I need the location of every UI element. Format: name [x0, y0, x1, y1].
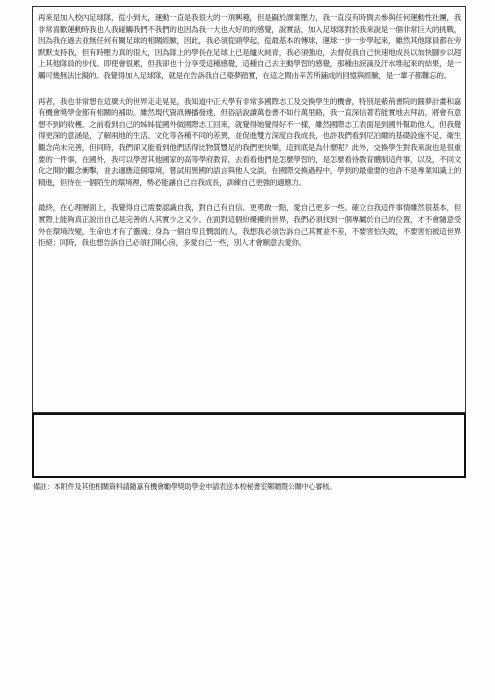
- essay-paragraph-3: 最終，在心理層面上，我覺得自己需要認識自我，對自己有自信、更勇敢一點，愛自己更多一些。確立自我這件事情雖然很基本，但實際上能夠真正說出自己是完善的人其實少之又少。在面對這個紛擾擾的世界，我們必須找到一個專屬於自己的位置，才不會隨意受外在環境改變，生命也才有了靈魂；身為一個自卑且憫弱的人，我想我必須告訴自己其實並不差，不要害怕失敗，不要害怕被這世界拒絕；同時，我也想告訴自己必須打開心房，多愛自己一些，別人才會願意去愛你。: [38, 203, 461, 248]
- essay-paragraph-1: 再來是加入校內足球隊，從小到大，運動一直是我很大的一項興趣，但是礙於課業壓力，我一直沒有時間去參與任何運動性社團，我非常喜歡運動時我也人我碰觸我們不我們的也因為我一大也大好的的感覺，說實話，加入足球隊對於我來說是一個非常巨大的挑戰，因為我在過去並無任何有關足球的相關經驗，因此，我必須從頭學起，從最基本的傳球，運球一步一步學起來，雖然其他隊員都在旁默默支持我，但有時壓力真的很大，因為隊上的學長在足球上已是爐火純青，我必須強迫，去督促我自己快速地成長以加快腳步以趕上其他隊員的步伐。即使會很累，但我卻也十分享受這種感覺，這種自己去主動學習的感覺，那種由淚滴及汗水堆起來的結果，是一觸可幾無法比擬的。我覺得加入足球隊，就是在告訴我自己築夢踏實，在這之間由辛苦所鋪成的回憶與經驗，是一輩子都難忘的。: [38, 13, 461, 80]
- footer-note: 備註：本附件及其他相關資料請隨嘉有機會勵學獎助學金申請表送本校秘書室鄭贈暨公關中心審核。: [33, 482, 337, 491]
- signature-box: [32, 413, 466, 478]
- essay-paragraph-2: 再者，我也非常想在這廣大的世界走走晃晃，我知道中正大學有非常多國際志工及交換學生的機會，特別是紫荊書院的圓夢計畫和嘉有機會獎學金都有相關的補助。雖然現代資訊傳播發達，但俗話說讀萬卷書不如行萬里路，我一直深信著若能實地去拜訪，將會有意想不到的收穫。之前看到自己的姊姊從國外做國際志工回來，就覺得她覺得好不一樣，雖然國際志工表面是到國外幫助他人，但我覺得更深的意涵是，了解兩地的生活、文化等各種不同的差異，並促進雙方深度自我成長，也許我們看到尼泊爾的基礎設施不足、衛生觀念尚未完善，但同時，我們卻又能看到他們活得比物質豐足的我們更快樂，這到底是為什麼呢？此外，交換學生對我來說也是很重要的一件事，在國外，我可以學習其他國家的高等學府教育，去看看他們是怎麼學習的，是怎麼看待教育體制這件事，以及，不同文化之間的觀念衝擊，並去適應這個環境，嘗試用異國的語言與他人交談，在國際交換過程中，學到的最重要的也許不是專業知識上的精進，但待在一個陌生的環境裡，勢必能讓自己自我成長，訓練自己更強的適應力。: [38, 96, 461, 187]
- essay-text-box: [32, 6, 466, 413]
